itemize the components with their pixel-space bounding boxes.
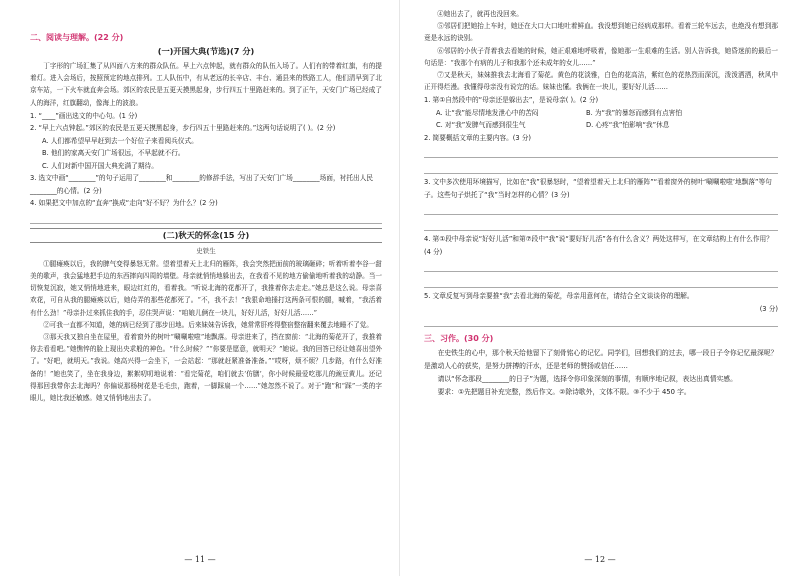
writing-prompt: 请以“怀念那段________的日子”为题，选择令你印象深刻的事情，有顺序地记叙，表达出真情实感。	[437, 374, 737, 383]
part1-q3: 3. 选文中画“________”的句子运用了________和________的修辞手法，写出了天安门广场________场面，衬托出人民________的心情。(2 分)	[30, 174, 374, 195]
part2-q1-options-row2	[436, 119, 778, 132]
answer-line	[30, 210, 382, 224]
part2-paragraph-6: ⑥邻居的小伙子背着我去看她的时候，她正艰难地呼吸着，像她那一生艰难的生活。别人告诉我，她昏迷前的最后一句话是：“我那个有病的儿子和我那个还未成年的女儿……”	[424, 46, 778, 67]
part2-paragraph-5: ⑤邻居们把她抬上车时，她还在大口大口地吐着鲜血。我没想到她已经病成那样。看着三轮车远去，也绝没有想到那竟是永远的诀别。	[424, 22, 778, 43]
part1-paragraph: 丁字形的广场汇集了从四面八方来的群众队伍。早上六点钟起，就有群众的队伍入场了。人们有的带着红旗，有的提着灯。进入会场后，按照预定的地点排列。工人队伍中，有从老远的长辛店、丰台、通县来的铁路工人，他们清早到了北京车站，一下火车就直奔会场。郊区的农民是五更天摸黑起身，步行四五十里路赶来的。到了正午，天安门广场已经成了人的海洋，红旗翻动，像海上的波浪。	[30, 62, 382, 107]
part2-q3: 3. 文中多次使用环境描写，比如在“我”很暴怒时，“望着望着天上北归的雁阵”“看着窗外的树叶‘唰唰啦啦’地飘落”等句子。这些句子烘托了“我”当时怎样的心情？(3 分)	[424, 178, 772, 199]
part2-questions	[424, 94, 778, 327]
part2-title: (二)秋天的怀念(15 分)	[30, 228, 382, 243]
answer-line	[424, 313, 778, 327]
part1-q4: 4. 如果把文中加点的“直奔”换成“走向”好不好？为什么？(2 分)	[30, 199, 218, 208]
part2-q5-score: (3 分)	[759, 304, 778, 313]
part2-paragraph-1: ①腿瘫痪以后，我的脾气变得暴怒无常。望着望着天上北归的雁阵，我会突然把面前的玻璃砸碎；听着听着李谷一甜美的歌声，我会猛地把手边的东西摔向四周的墙壁。母亲就悄悄地躲出去，在我看不见的地方偷偷地听着我的动静。当一切恢复沉寂，她又悄悄地进来，眼边红红的，看着我。“听说北海的花都开了，我推着你去走走。”她总是这么说。母亲喜欢花，可自从我的腿瘫痪以后，她侍弄的那些花都死了。“不，我不去！”我狠命地捶打这两条可恨的腿，喊着，“我活着有什么劲！”母亲扑过来抓住我的手，忍住哭声说：“咱娘儿俩在一块儿，好好儿活，好好儿活……”	[30, 259, 382, 317]
right-page	[400, 0, 800, 576]
part2-author: 史铁生	[196, 246, 216, 255]
part1-q2-option-a: A. 人们都希望早早赶到去一个好位子来看阅兵仪式。	[42, 136, 198, 145]
writing-intro: 在史铁生的心中，那个秋天给他留下了刻骨铭心的记忆。同学们，回想我们的过去，哪一段日子令你记忆最深呢？是激动人心的获奖，是努力拼搏的汗水，还是老师的赞扬或信任……	[424, 348, 778, 370]
part1-title: (一)开国大典(节选)(7 分)	[157, 46, 255, 56]
part1-q1: 1. “____”画出选文的中心句。(1 分)	[30, 111, 138, 120]
part1-q2: 2. “早上六点钟起。”郊区的农民是五更天摸黑起身，步行四五十里路赶来的。”这两句话说明了( )。(2 分)	[30, 124, 336, 133]
part1-q2-option-c: C. 人们对新中国开国大典充满了期待。	[42, 161, 158, 170]
answer-line	[424, 160, 778, 174]
part2-q1-options-row1	[436, 107, 778, 120]
part2-q1-option-d: D. 心疼“我”怕影响“我”休息	[586, 121, 670, 130]
page-number-right: — 12 —	[584, 555, 616, 564]
answer-line	[424, 274, 778, 288]
part1-q2-option-b: B. 他们的家离天安门广场很远，不早起就不行。	[42, 149, 185, 158]
part1-questions	[30, 110, 382, 224]
writing-requirements: 要求：①先把题目补充完整，然后作文。②除诗歌外，文体不限。③不少于 450 字。	[437, 387, 691, 396]
answer-line	[424, 144, 778, 158]
answer-line	[424, 217, 778, 231]
part2-paragraph-4: ④她出去了，就再也没回来。	[437, 10, 523, 18]
part2-q1-option-a: A. 让“我”能尽情地发泄心中的苦闷	[436, 108, 539, 117]
part2-paragraph-7: ⑦又是秋天，妹妹推我去北海看了菊花。黄色的花淡雅，白色的花高洁，紫红色的花热烈而深沉，泼泼洒洒，秋风中正开得烂漫。我懂得母亲没有说完的话。妹妹也懂。我俩在一块儿，要好好儿活……	[424, 71, 778, 92]
section-reading-title: 二、阅读与理解。(22 分)	[30, 33, 124, 42]
page-number-left: — 11 —	[184, 555, 216, 564]
part2-paragraph-2: ②可我一直都不知道，她的病已经到了那步田地。后来妹妹告诉我，她常常肝疼得整宿整宿翻来覆去地睡不了觉。	[43, 320, 373, 329]
answer-line	[424, 258, 778, 272]
part2-paragraph-3: ③那天我又独自坐在屋里，看着窗外的树叶“唰唰啦啦”地飘落。母亲进来了，挡在窗前：“北海的菊花开了，我推着你去看看吧。”她憔悴的脸上现出央求般的神色。“什么时候？”“你要是愿意，就明天？”她说。我的回答已经让她喜出望外了。“好吧，就明天。”我说。她高兴得一会坐下，一会站起：“那就赶紧准备准备。”“哎呀，烦不烦？几步路，有什么好准备的！”她也笑了，坐在我身边，絮絮叨叨地说着：“看完菊花，咱们就去‘仿膳’，你小时候最爱吃那儿的豌豆黄儿。还记得那回我带你去北海吗？你偏说那杨树花是毛毛虫，跑着，一脚踩扁一个……”她忽然不说了。对于“跑”和“踩”一类的字眼儿，她比我还敏感。她又悄悄地出去了。	[30, 333, 382, 403]
part2-q1: 1. 第①自然段中的“母亲还是躲出去”，是说母亲( )。(2 分)	[424, 96, 599, 105]
answer-line	[424, 201, 778, 215]
part2-q1-option-c: C. 对“我”发脾气而感到很生气	[436, 121, 526, 130]
section-writing-title: 三、习作。(30 分)	[424, 333, 494, 343]
part2-q4: 4. 第①段中母亲说“好好儿活”和第⑦段中“我”说“要好好儿活”各有什么含义？两处这样写，在文章结构上有什么作用？(4 分)	[424, 235, 773, 256]
part2-q5: 5. 文章反复写到母亲要推“我”去看北海的菊花，母亲用意何在，请结合全文谈谈你的理解。	[424, 292, 694, 301]
part2-q2: 2. 简要概括文章的主要内容。(3 分)	[424, 133, 532, 142]
part2-q1-option-b: B. 为“我”的暴怒而感到有点害怕	[586, 108, 683, 117]
